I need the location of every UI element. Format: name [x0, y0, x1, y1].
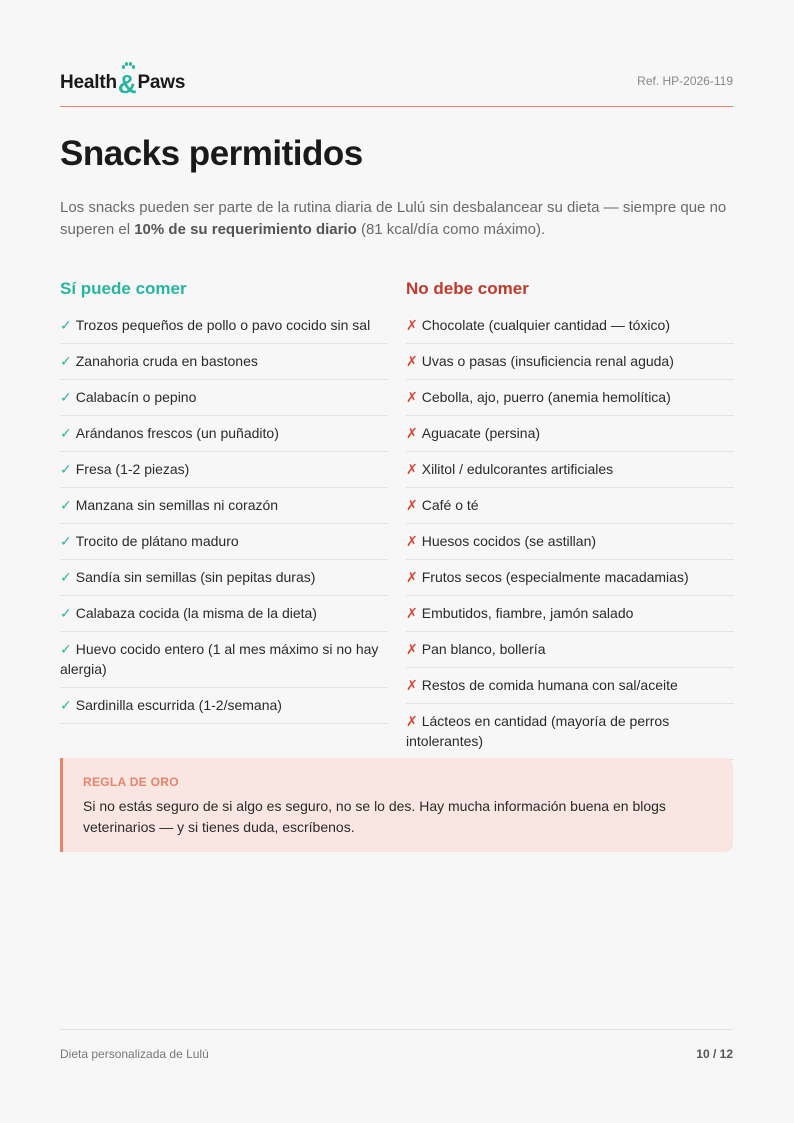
- forbidden-item: [406, 488, 734, 524]
- intro-highlight: 10% de su requerimiento diario: [134, 221, 357, 238]
- allowed-item-text: Sandía sin semillas (sin pepitas duras): [75, 569, 316, 585]
- allowed-item-text: Sardinilla escurrida (1-2/semana): [75, 697, 282, 713]
- allowed-item-text: Huevo cocido entero (1 al mes máximo si no hay alergia): [60, 641, 379, 677]
- allowed-item: [60, 452, 388, 488]
- forbidden-item-text: Pan blanco, bollería: [421, 641, 546, 657]
- cross-icon: ✗: [406, 497, 418, 513]
- cross-icon: ✗: [406, 605, 418, 621]
- check-icon: ✓: [60, 353, 72, 369]
- reference-number: Ref. HP-2026-119: [637, 74, 733, 88]
- check-icon: ✓: [60, 569, 72, 585]
- forbidden-item: [406, 704, 734, 760]
- forbidden-item: [406, 668, 734, 704]
- check-icon: ✓: [60, 641, 72, 657]
- brand-name-right: Paws: [137, 72, 186, 93]
- allowed-item: [60, 416, 388, 452]
- page-footer: [60, 1029, 733, 1070]
- allowed-item-text: Manzana sin semillas ni corazón: [75, 497, 279, 513]
- cross-icon: ✗: [406, 353, 418, 369]
- brand-name-left: Health: [60, 72, 117, 93]
- forbidden-column: [406, 276, 734, 760]
- allowed-item-text: Zanahoria cruda en bastones: [75, 353, 258, 369]
- check-icon: ✓: [60, 317, 72, 333]
- forbidden-item-text: Uvas o pasas (insuficiencia renal aguda): [421, 353, 674, 369]
- check-icon: ✓: [60, 497, 72, 513]
- cross-icon: ✗: [406, 641, 418, 657]
- forbidden-list: [406, 308, 734, 760]
- cross-icon: ✗: [406, 713, 418, 729]
- allowed-item: [60, 524, 388, 560]
- brand-logo: [60, 69, 186, 99]
- forbidden-item: [406, 524, 734, 560]
- forbidden-item: [406, 596, 734, 632]
- allowed-item: [60, 596, 388, 632]
- cross-icon: ✗: [406, 677, 418, 693]
- check-icon: ✓: [60, 425, 72, 441]
- cross-icon: ✗: [406, 461, 418, 477]
- cross-icon: ✗: [406, 569, 418, 585]
- callout-label: REGLA DE ORO: [83, 775, 179, 789]
- page-header: [60, 66, 733, 107]
- allowed-item-text: Calabacín o pepino: [75, 389, 197, 405]
- forbidden-item-text: Aguacate (persina): [421, 425, 541, 441]
- check-icon: ✓: [60, 461, 72, 477]
- footer-document-title: Dieta personalizada de Lulú: [60, 1047, 209, 1061]
- forbidden-item: [406, 452, 734, 488]
- forbidden-item-text: Lácteos en cantidad (mayoría de perros intolerantes): [406, 713, 670, 749]
- forbidden-item-text: Embutidos, fiambre, jamón salado: [421, 605, 634, 621]
- intro-paragraph: Los snacks pueden ser parte de la rutina diaria de Lulú sin desbalancear su dieta — siempre que no superen el 10% de su requerimiento diario (81 kcal/día como máximo).: [60, 199, 727, 238]
- allowed-item-text: Calabaza cocida (la misma de la dieta): [75, 605, 317, 621]
- forbidden-item-text: Frutos secos (especialmente macadamias): [421, 569, 689, 585]
- allowed-item: [60, 344, 388, 380]
- forbidden-item: [406, 416, 734, 452]
- cross-icon: ✗: [406, 317, 418, 333]
- allowed-item: [60, 488, 388, 524]
- forbidden-item: [406, 560, 734, 596]
- check-icon: ✓: [60, 389, 72, 405]
- forbidden-item-text: Huesos cocidos (se astillan): [421, 533, 597, 549]
- golden-rule-callout: [60, 758, 733, 852]
- forbidden-item-text: Chocolate (cualquier cantidad — tóxico): [421, 317, 670, 333]
- allowed-item: [60, 688, 388, 724]
- allowed-item-text: Trozos pequeños de pollo o pavo cocido sin sal: [75, 317, 371, 333]
- forbidden-item-text: Cebolla, ajo, puerro (anemia hemolítica): [421, 389, 671, 405]
- check-icon: ✓: [60, 533, 72, 549]
- forbidden-heading: No debe comer: [406, 279, 529, 298]
- allowed-item: [60, 560, 388, 596]
- allowed-item: [60, 308, 388, 344]
- check-icon: ✓: [60, 697, 72, 713]
- forbidden-item: [406, 380, 734, 416]
- allowed-list: [60, 308, 388, 724]
- document-page: [60, 0, 733, 1123]
- check-icon: ✓: [60, 605, 72, 621]
- allowed-heading: Sí puede comer: [60, 279, 187, 298]
- allowed-column: [60, 276, 388, 724]
- allowed-item: [60, 380, 388, 416]
- paw-icon: [122, 62, 134, 72]
- brand-ampersand: &: [118, 74, 137, 94]
- allowed-item-text: Arándanos frescos (un puñadito): [75, 425, 279, 441]
- allowed-item: [60, 632, 388, 688]
- forbidden-item: [406, 632, 734, 668]
- callout-text: Si no estás seguro de si algo es seguro, no se lo des. Hay mucha información buena en blogs veterinarios — y si tienes duda, escríbenos.: [83, 798, 666, 835]
- forbidden-item: [406, 308, 734, 344]
- page-number: 10 / 12: [696, 1047, 733, 1061]
- cross-icon: ✗: [406, 389, 418, 405]
- page-title: Snacks permitidos: [60, 134, 363, 173]
- cross-icon: ✗: [406, 533, 418, 549]
- allowed-item-text: Fresa (1-2 piezas): [75, 461, 190, 477]
- cross-icon: ✗: [406, 425, 418, 441]
- forbidden-item-text: Xilitol / edulcorantes artificiales: [421, 461, 614, 477]
- allowed-item-text: Trocito de plátano maduro: [75, 533, 239, 549]
- forbidden-item-text: Café o té: [421, 497, 479, 513]
- forbidden-item-text: Restos de comida humana con sal/aceite: [421, 677, 678, 693]
- forbidden-item: [406, 344, 734, 380]
